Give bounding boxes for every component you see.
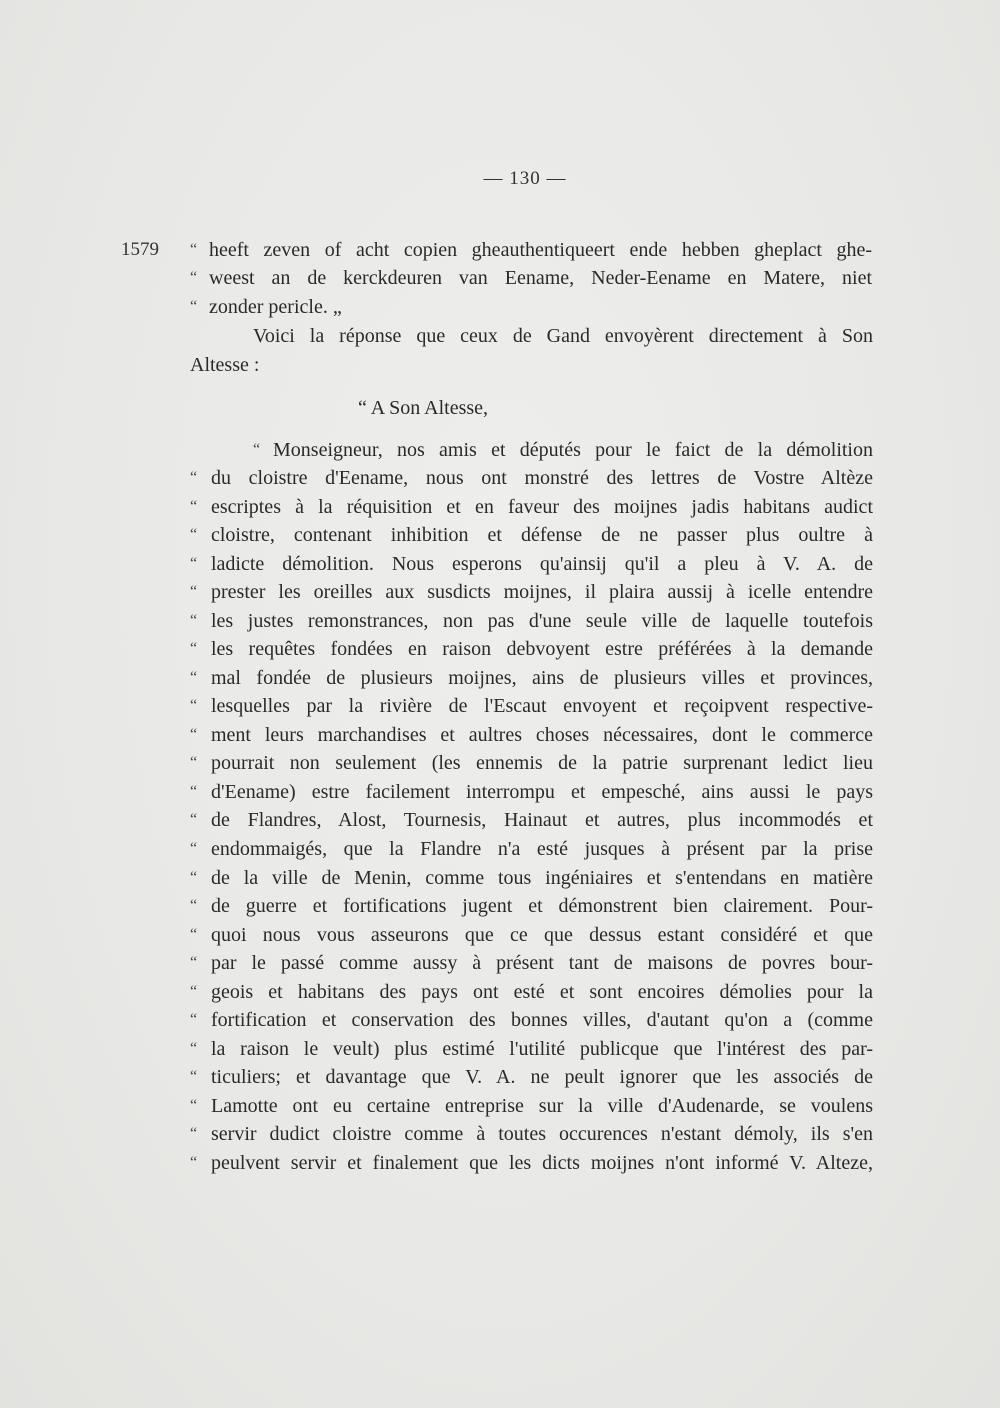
quote-mark: “ (190, 555, 198, 572)
text-line: Monseigneur, nos amis et députés pour le faict de la démolition (273, 439, 873, 461)
quote-mark: “ (190, 469, 198, 486)
quote-mark: “ (190, 754, 198, 771)
text-line: endommaigés, que la Flandre n'a esté jusques à présent par la prise (211, 838, 873, 860)
text-line: peulvent servir et finalement que les dicts moijnes n'ont informé V. Alteze, (211, 1152, 873, 1174)
text-line: de la ville de Menin, comme tous ingéniaires et s'entendans en matière (211, 867, 873, 889)
text-line: de Flandres, Alost, Tournesis, Hainaut et autres, plus incommodés et (211, 809, 873, 831)
text-line: la raison le veult) plus estimé l'utilité publicque que l'intérest des par- (211, 1038, 873, 1060)
text-line: cloistre, contenant inhibition et défense de ne passer plus oultre à (211, 524, 873, 546)
quote-mark: “ (190, 697, 198, 714)
text-line: de guerre et fortifications jugent et démonstrent bien clairement. Pour- (211, 895, 873, 917)
text-line: weest an de kerckdeuren van Eename, Neder-Eename en Matere, niet (209, 267, 872, 289)
quote-mark: “ (190, 1068, 198, 1085)
quote-mark: “ (190, 526, 198, 543)
quote-mark: “ (190, 1097, 198, 1114)
text-line: heeft zeven of acht copien gheauthentiqueert ende hebben gheplact ghe- (209, 239, 872, 261)
quote-mark: “ (190, 869, 198, 886)
text-line: les justes remonstrances, non pas d'une seule ville de laquelle toutefois (211, 610, 873, 632)
text-line: ticuliers; et davantage que V. A. ne peult ignorer que les associés de (211, 1066, 873, 1088)
quote-mark: “ (190, 811, 198, 828)
text-line: mal fondée de plusieurs moijnes, ains de plusieurs villes et provinces, (211, 667, 873, 689)
quote-mark: “ (190, 241, 198, 258)
margin-year: 1579 (121, 239, 159, 260)
page-number: — 130 — (483, 168, 567, 189)
text-line: par le passé comme aussy à présent tant de maisons de povres bour- (211, 952, 873, 974)
text-line: quoi nous vous asseurons que ce que dessus estant considéré et que (211, 924, 873, 946)
quote-mark: “ (190, 1125, 198, 1142)
letter-heading: “ A Son Altesse, (358, 397, 489, 419)
quote-mark: “ (190, 726, 198, 743)
quote-mark: “ (253, 441, 261, 458)
quote-mark: “ (190, 983, 198, 1000)
text-line: Voici la réponse que ceux de Gand envoyèrent directement à Son (253, 325, 873, 347)
text-line: lesquelles par la rivière de l'Escaut envoyent et reçoipvent respective- (211, 695, 873, 717)
quote-mark: “ (190, 669, 198, 686)
quote-mark: “ (190, 897, 198, 914)
text-line: fortification et conservation des bonnes villes, d'autant qu'on a (comme (211, 1009, 873, 1031)
text-line: d'Eename) estre facilement interrompu et empesché, ains aussi le pays (211, 781, 873, 803)
quote-mark: “ (190, 783, 198, 800)
text-line: ladicte démolition. Nous esperons qu'ainsij qu'il a pleu à V. A. de (211, 553, 873, 575)
quote-mark: “ (190, 640, 198, 657)
text-line: prester les oreilles aux susdicts moijnes, il plaira aussij à icelle entendre (211, 581, 873, 603)
text-line: les requêtes fondées en raison debvoyent estre préférées à la demande (211, 638, 873, 660)
text-line: escriptes à la réquisition et en faveur des moijnes jadis habitans audict (211, 496, 873, 518)
text-line: geois et habitans des pays ont esté et sont encoires démolies pour la (211, 981, 873, 1003)
quote-mark: “ (190, 269, 198, 286)
text-line: ment leurs marchandises et aultres choses nécessaires, dont le commerce (211, 724, 873, 746)
quote-mark: “ (190, 1011, 198, 1028)
text-line: pourrait non seulement (les ennemis de la patrie surprenant ledict lieu (211, 752, 873, 774)
quote-mark: “ (190, 840, 198, 857)
text-line: zonder pericle. „ (209, 296, 342, 318)
text-line: servir dudict cloistre comme à toutes occurences n'estant démoly, ils s'en (211, 1123, 873, 1145)
text-line: Altesse : (190, 354, 260, 376)
quote-mark: “ (190, 1040, 198, 1057)
text-line: Lamotte ont eu certaine entreprise sur la ville d'Audenarde, se voulens (211, 1095, 873, 1117)
text-line: du cloistre d'Eename, nous ont monstré des lettres de Vostre Altèze (211, 467, 873, 489)
quote-mark: “ (190, 954, 198, 971)
quote-mark: “ (190, 583, 198, 600)
quote-mark: “ (190, 1154, 198, 1171)
quote-mark: “ (190, 612, 198, 629)
quote-mark: “ (190, 298, 198, 315)
quote-mark: “ (190, 498, 198, 515)
quote-mark: “ (190, 926, 198, 943)
